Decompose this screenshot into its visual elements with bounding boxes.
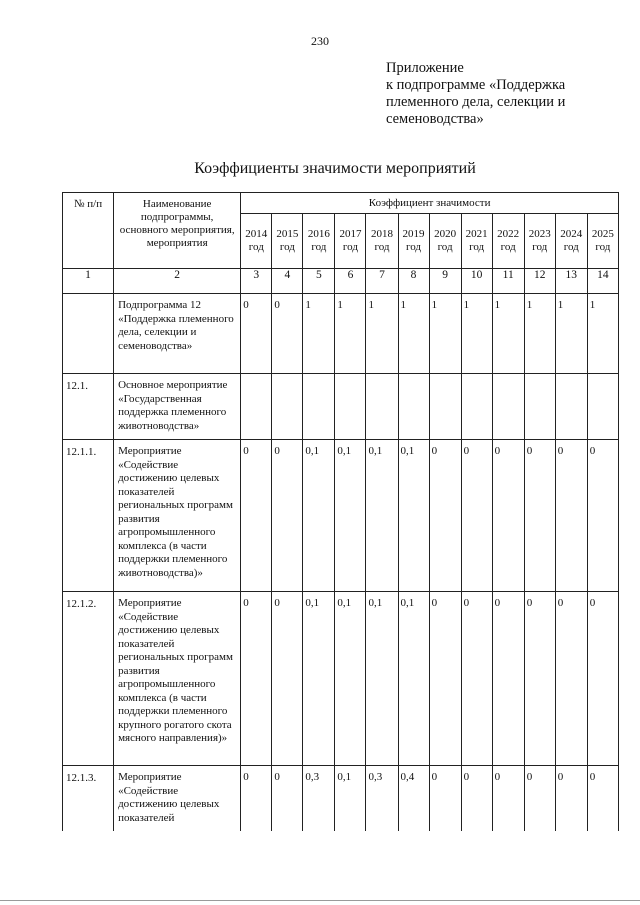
coefficient-value: 0 — [272, 294, 303, 374]
coefficient-value — [303, 374, 335, 440]
coefficient-value — [492, 374, 524, 440]
header-year: 2022 год — [492, 214, 524, 269]
coefficient-value: 0,1 — [303, 592, 335, 766]
row-number: 12.1. — [63, 374, 114, 440]
coefficient-value: 0 — [587, 440, 618, 592]
coefficient-value — [366, 374, 398, 440]
coefficient-value — [429, 374, 461, 440]
header-year: 2016 год — [303, 214, 335, 269]
coefficient-value: 0 — [429, 766, 461, 832]
coefficient-value: 1 — [492, 294, 524, 374]
coefficient-value: 0,1 — [335, 440, 366, 592]
row-number: 12.1.1. — [63, 440, 114, 592]
coefficient-value: 0 — [429, 440, 461, 592]
coefficient-value: 0,1 — [335, 592, 366, 766]
row-name: Мероприятие «Содействие достижению целевых показателей — [114, 766, 241, 832]
header-year: 2024 год — [555, 214, 587, 269]
coefficient-value: 1 — [524, 294, 555, 374]
header-name: Наименование подпрограммы, основного мероприятия, мероприятия — [114, 193, 241, 269]
column-index-cell: 1 — [63, 269, 114, 294]
coefficient-value: 1 — [555, 294, 587, 374]
coefficient-value: 0 — [241, 294, 272, 374]
coefficient-value: 0 — [272, 766, 303, 832]
column-index-cell: 5 — [303, 269, 335, 294]
coefficient-value: 0,3 — [366, 766, 398, 832]
coefficient-value: 0 — [272, 440, 303, 592]
coefficient-value: 0,1 — [366, 592, 398, 766]
coefficient-value: 1 — [335, 294, 366, 374]
row-name: Основное мероприятие «Государственная поддержка племенного животноводства» — [114, 374, 241, 440]
header-year: 2017 год — [335, 214, 366, 269]
column-index-cell: 9 — [429, 269, 461, 294]
header-year: 2014 год — [241, 214, 272, 269]
header-coefficient-group: Коэффициент значимости — [241, 193, 619, 214]
coefficient-value — [241, 374, 272, 440]
coefficient-value — [587, 374, 618, 440]
table-row — [63, 592, 619, 766]
coefficient-value: 0 — [461, 766, 492, 832]
column-index-cell: 12 — [524, 269, 555, 294]
coefficient-value — [272, 374, 303, 440]
column-index-cell: 10 — [461, 269, 492, 294]
header-year: 2020 год — [429, 214, 461, 269]
header-year: 2019 год — [398, 214, 429, 269]
row-name: Мероприятие «Содействие достижению целевых показателей региональных программ развития агропромышленного комплекса (в части поддержки племенного крупного рогатого скота мясного направления)» — [114, 592, 241, 766]
header-year: 2021 год — [461, 214, 492, 269]
coefficient-value: 0,1 — [335, 766, 366, 832]
column-index-cell: 4 — [272, 269, 303, 294]
appendix-line: племенного дела, селекции и — [386, 94, 566, 110]
column-index-row — [63, 269, 619, 294]
header-number: № п/п — [63, 193, 114, 269]
row-number: 12.1.3. — [63, 766, 114, 832]
coefficient-value: 0 — [555, 440, 587, 592]
coefficient-value: 0 — [587, 766, 618, 832]
table-row — [63, 374, 619, 440]
coefficient-value: 0,4 — [398, 766, 429, 832]
coefficient-value — [461, 374, 492, 440]
row-number — [63, 294, 114, 374]
coefficient-value: 0 — [241, 440, 272, 592]
column-index-cell: 6 — [335, 269, 366, 294]
appendix-line: к подпрограмме «Поддержка — [386, 77, 566, 93]
coefficient-value — [398, 374, 429, 440]
coefficient-value: 0 — [555, 592, 587, 766]
coefficient-value: 1 — [398, 294, 429, 374]
page-number: 230 — [311, 34, 329, 48]
column-index-cell: 14 — [587, 269, 618, 294]
row-name: Подпрограмма 12 «Поддержка племенного дела, селекции и семеноводства» — [114, 294, 241, 374]
coefficient-value: 0 — [461, 440, 492, 592]
document-title: Коэффициенты значимости мероприятий — [194, 160, 476, 177]
coefficient-value: 0,3 — [303, 766, 335, 832]
column-index-cell: 13 — [555, 269, 587, 294]
coefficient-value: 0,1 — [303, 440, 335, 592]
table-row — [63, 440, 619, 592]
coefficient-value — [555, 374, 587, 440]
coefficients-table — [62, 192, 619, 831]
header-year: 2023 год — [524, 214, 555, 269]
coefficient-value: 0 — [524, 592, 555, 766]
coefficient-value: 0,1 — [398, 440, 429, 592]
header-year: 2025 год — [587, 214, 618, 269]
coefficient-value: 0 — [492, 440, 524, 592]
column-index-cell: 3 — [241, 269, 272, 294]
coefficient-value: 0 — [555, 766, 587, 832]
coefficient-value: 1 — [366, 294, 398, 374]
scan-edge-line — [0, 900, 640, 901]
coefficient-value: 1 — [303, 294, 335, 374]
coefficient-value: 0 — [524, 766, 555, 832]
coefficient-value: 0,1 — [398, 592, 429, 766]
appendix-line: семеноводства» — [386, 111, 484, 127]
coefficient-value: 0 — [272, 592, 303, 766]
column-index-cell: 2 — [114, 269, 241, 294]
coefficient-value: 1 — [461, 294, 492, 374]
table-row — [63, 294, 619, 374]
coefficient-value: 0 — [524, 440, 555, 592]
appendix-line: Приложение — [386, 60, 464, 76]
coefficient-value: 0 — [492, 766, 524, 832]
coefficient-value: 0 — [241, 592, 272, 766]
row-number: 12.1.2. — [63, 592, 114, 766]
column-index-cell: 8 — [398, 269, 429, 294]
coefficient-value: 0,1 — [366, 440, 398, 592]
header-year: 2018 год — [366, 214, 398, 269]
coefficient-value — [524, 374, 555, 440]
header-year: 2015 год — [272, 214, 303, 269]
appendix-note — [386, 60, 626, 128]
coefficient-value: 0 — [492, 592, 524, 766]
row-name: Мероприятие «Содействие достижению целевых показателей региональных программ развития агропромышленного комплекса (в части поддержки племенного животноводства)» — [114, 440, 241, 592]
coefficient-value: 0 — [587, 592, 618, 766]
coefficient-value — [335, 374, 366, 440]
table-row — [63, 766, 619, 832]
column-index-cell: 7 — [366, 269, 398, 294]
column-index-cell: 11 — [492, 269, 524, 294]
coefficient-value: 1 — [429, 294, 461, 374]
coefficient-value: 0 — [241, 766, 272, 832]
coefficient-value: 0 — [461, 592, 492, 766]
coefficient-value: 0 — [429, 592, 461, 766]
coefficient-value: 1 — [587, 294, 618, 374]
